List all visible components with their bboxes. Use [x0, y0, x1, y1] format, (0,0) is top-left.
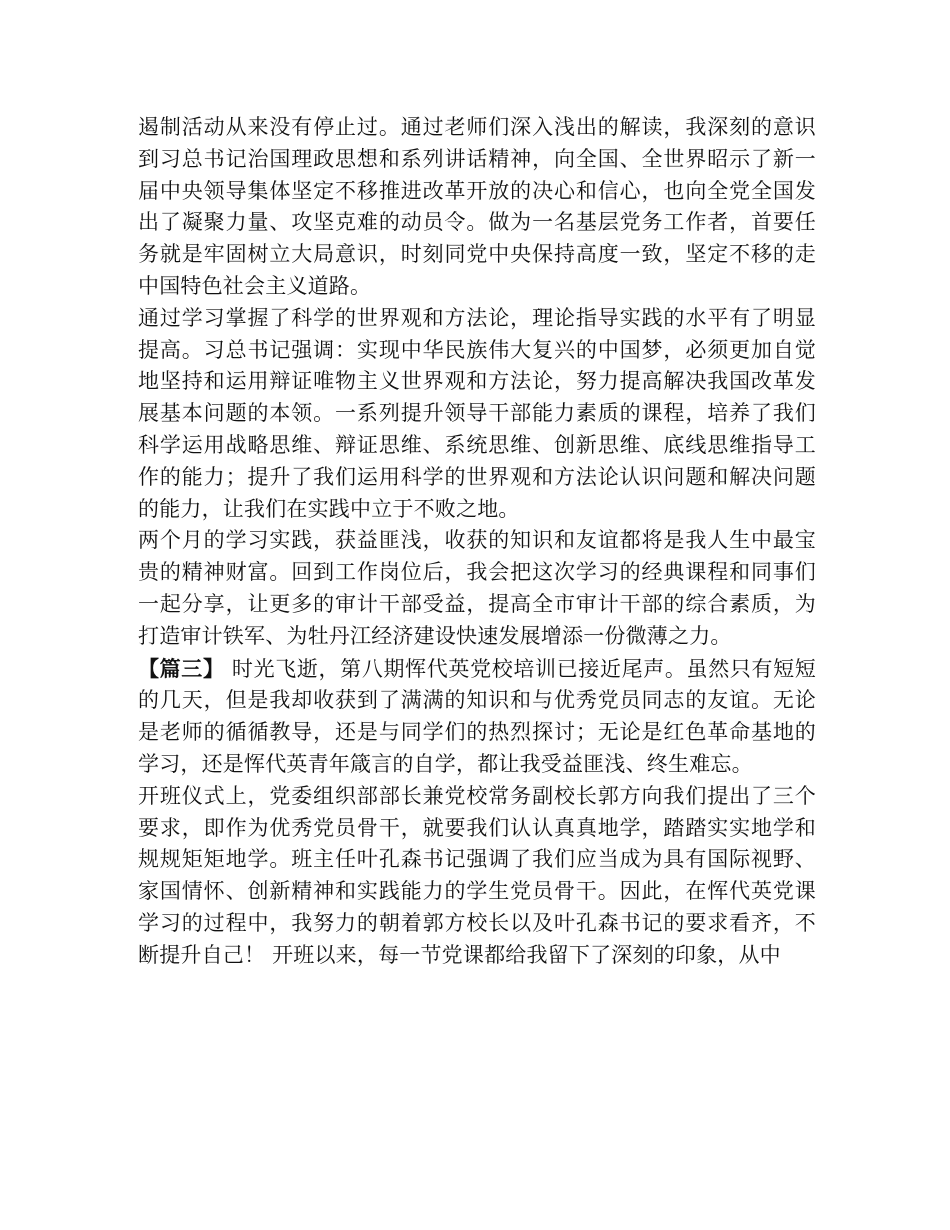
paragraph-3-text: 两个月的学习实践，获益匪浅，收获的知识和友谊都将是我人生中最宝贵的精神财富。回到工作岗位后，我会把这次学习的经典课程和同事们一起分享，让更多的审计干部受益，提高全市审计干部的综合素质，为打造审计铁军、为牡丹江经济建设快速发展增添一份微薄之力。	[138, 528, 816, 648]
paragraph-4-text: 时光飞逝，第八期恽代英党校培训已接近尾声。虽然只有短短的几天，但是我却收获到了满满的知识和与优秀党员同志的友谊。无论是老师的循循教导，还是与同学们的热烈探讨；无论是红色革命基地的学习，还是恽代英青年箴言的自学，都让我受益匪浅、终生难忘。	[138, 656, 816, 776]
paragraph-1	[138, 112, 816, 303]
paragraph-2	[138, 303, 816, 526]
paragraph-4	[138, 653, 816, 781]
paragraph-1-text: 遏制活动从来没有停止过。通过老师们深入浅出的解读，我深刻的意识到习总书记治国理政思想和系列讲话精神，向全国、全世界昭示了新一届中央领导集体坚定不移推进改革开放的决心和信心，也向全党全国发出了凝聚力量、攻坚克难的动员令。做为一名基层党务工作者，首要任务就是牢固树立大局意识，时刻同党中央保持高度一致，坚定不移的走中国特色社会主义道路。	[138, 115, 816, 298]
paragraph-5-text: 开班仪式上，党委组织部部长兼党校常务副校长郭方向我们提出了三个要求，即作为优秀党员骨干，就要我们认认真真地学，踏踏实实地学和规规矩矩地学。班主任叶孔森书记强调了我们应当成为具有国际视野、家国情怀、创新精神和实践能力的学生党员骨干。因此，在恽代英党课学习的过程中，我努力的朝着郭方校长以及叶孔森书记的要求看齐，不断提升自己！ 开班以来，每一节党课都给我留下了深刻的印象，从中	[138, 783, 816, 967]
section-tag: 【篇三】	[138, 655, 225, 681]
paragraph-2-text: 通过学习掌握了科学的世界观和方法论，理论指导实践的水平有了明显提高。习总书记强调：实现中华民族伟大复兴的中国梦，必须更加自觉地坚持和运用辩证唯物主义世界观和方法论，努力提高解决我国改革发展基本问题的本领。一系列提升领导干部能力素质的课程，培养了我们科学运用战略思维、辩证思维、系统思维、创新思维、底线思维指导工作的能力；提升了我们运用科学的世界观和方法论认识问题和解决问题的能力，让我们在实践中立于不败之地。	[138, 305, 816, 521]
paragraph-3	[138, 525, 816, 652]
document-page	[138, 112, 816, 972]
paragraph-5	[138, 781, 816, 972]
